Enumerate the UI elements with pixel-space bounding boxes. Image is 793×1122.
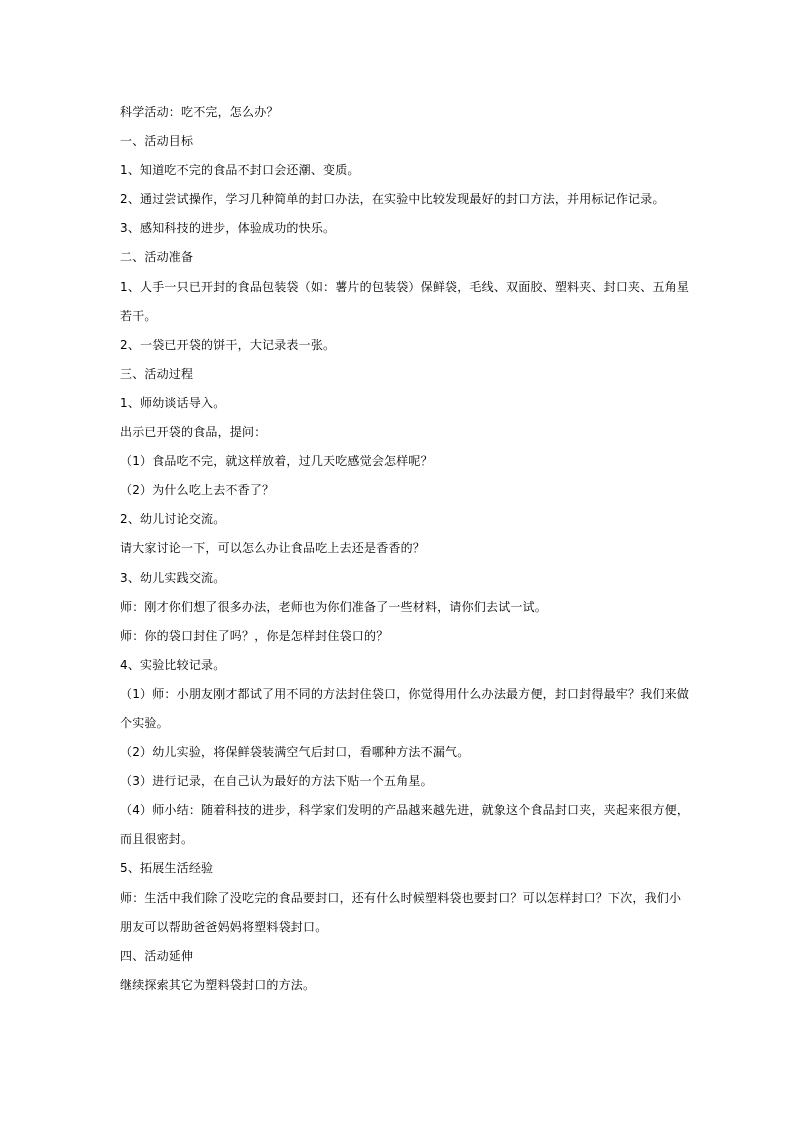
paragraph-line: （3）进行记录，在自己认为最好的方法下贴一个五角星。 — [120, 774, 433, 789]
paragraph-line: 3、幼儿实践交流。 — [120, 570, 226, 585]
document-title: 科学活动：吃不完，怎么办？ — [120, 105, 279, 119]
paragraph-line: 3、感知科技的进步，体验成功的快乐。 — [120, 221, 336, 236]
paragraph-line: （2）幼儿实验，将保鲜袋装满空气后封口，看哪种方法不漏气。 — [120, 745, 470, 760]
paragraph-line: 若干。 — [120, 308, 157, 323]
document-body — [120, 98, 690, 1000]
paragraph-line: （2）为什么吃上去不香了？ — [120, 483, 275, 498]
paragraph-line: 而且很密封。 — [120, 832, 194, 847]
paragraph-line: 师：生活中我们除了没吃完的食品要封口，还有什么时候塑料袋也要封口？可以怎样封口？下次，我们小 — [120, 890, 682, 905]
paragraph-line: 继续探索其它为塑料袋封口的方法。 — [120, 977, 316, 992]
paragraph-line: 2、幼儿讨论交流。 — [120, 512, 226, 527]
section-heading: 二、活动准备 — [120, 250, 194, 265]
paragraph-line: 朋友可以帮助爸爸妈妈将塑料袋封口。 — [120, 919, 328, 934]
paragraph-line: 请大家讨论一下，可以怎么办让食品吃上去还是香香的？ — [120, 541, 426, 556]
paragraph-line: 4、实验比较记录。 — [120, 657, 226, 672]
paragraph-line: （1）食品吃不完，就这样放着，过几天吃感觉会怎样呢？ — [120, 454, 433, 469]
paragraph-line: 1、知道吃不完的食品不封口会还潮、变质。 — [120, 163, 360, 178]
paragraph-line: （4）师小结：随着科技的进步，科学家们发明的产品越来越先进，就象这个食品封口夹，夹起来很方便， — [120, 803, 690, 818]
paragraph-line: 出示已开袋的食品，提问： — [120, 425, 267, 440]
paragraph-line: 2、一袋已开袋的饼干，大记录表一张。 — [120, 337, 336, 352]
section-heading: 一、活动目标 — [120, 134, 194, 149]
paragraph-line: 2、通过尝试操作，学习几种简单的封口办法，在实验中比较发现最好的封口方法，并用标记作记录。 — [120, 192, 665, 207]
paragraph-line: 师：刚才你们想了很多办法，老师也为你们准备了一些材料，请你们去试一试。 — [120, 599, 548, 614]
paragraph-line: 5、拓展生活经验 — [120, 861, 214, 876]
paragraph-line: 个实验。 — [120, 715, 169, 730]
paragraph-line: （1）师：小朋友刚才都试了用不同的方法封住袋口，你觉得用什么办法最方便，封口封得最牢？我们来做 — [120, 686, 690, 701]
section-heading: 四、活动延伸 — [120, 948, 194, 963]
section-heading: 三、活动过程 — [120, 366, 194, 381]
paragraph-line: 1、人手一只已开封的食品包装袋（如：薯片的包装袋）保鲜袋，毛线、双面胶、塑料夹、封口夹、五角星 — [120, 279, 690, 294]
paragraph-line: 1、师幼谈话导入。 — [120, 395, 226, 410]
paragraph-line: 师：你的袋口封住了吗？，你是怎样封住袋口的？ — [120, 628, 389, 643]
